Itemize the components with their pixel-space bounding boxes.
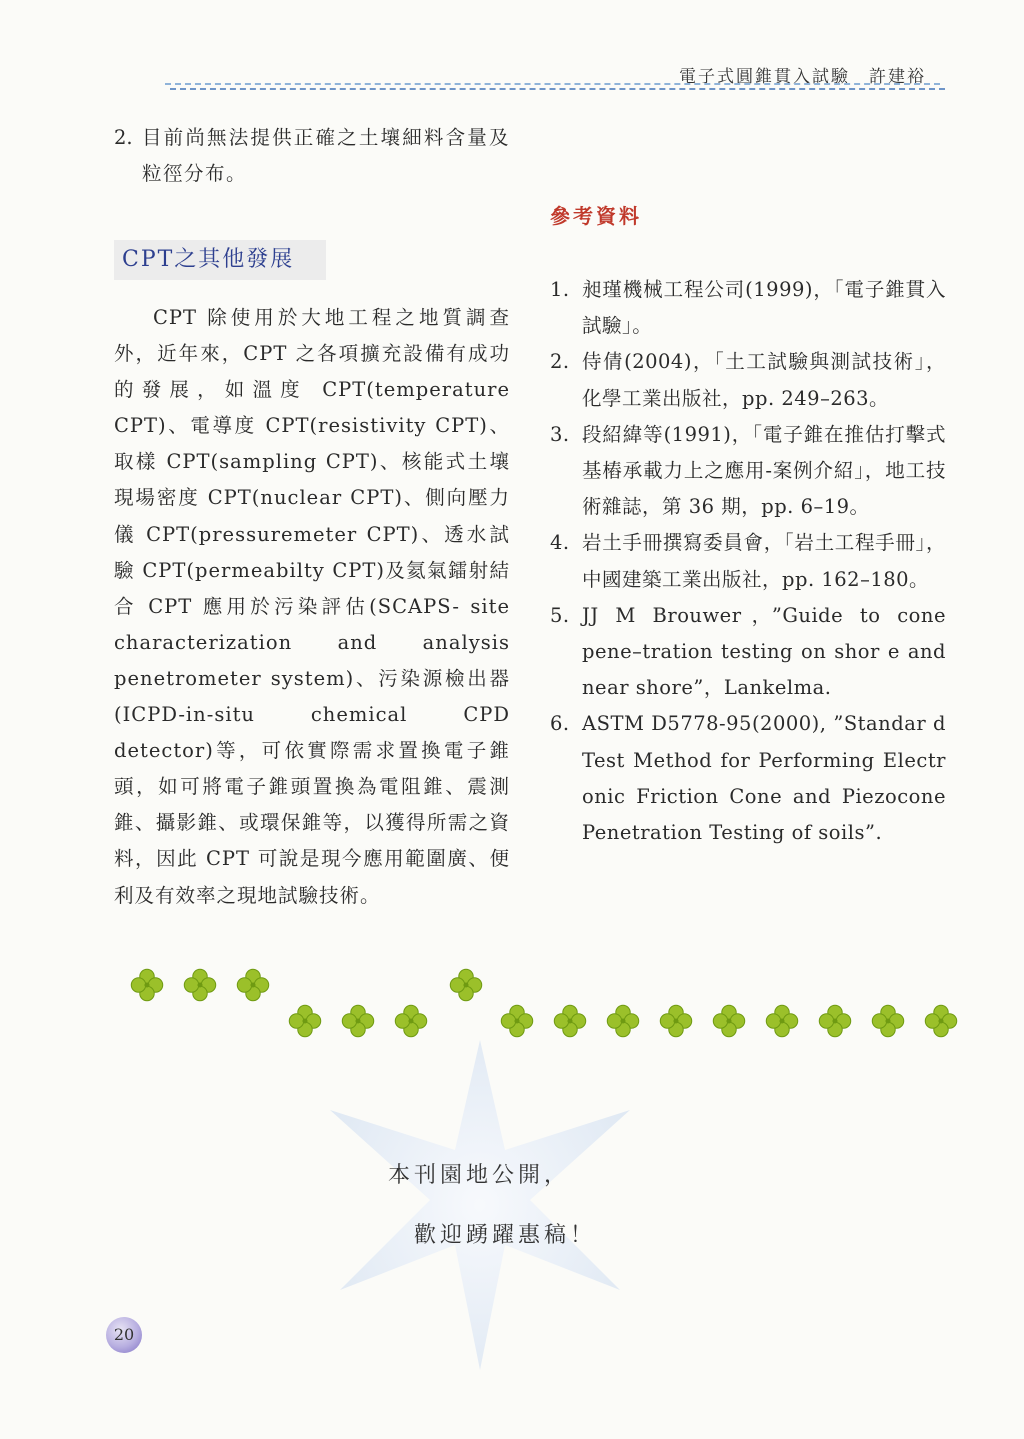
four-leaf-clover-icon [449, 968, 483, 1002]
welcome-line-1: 本刊園地公開， [388, 1163, 571, 1188]
reference-number: 5. [550, 603, 570, 627]
four-leaf-clover-icon [130, 968, 164, 1002]
reference-item [550, 417, 946, 526]
reference-number: 3. [550, 422, 570, 446]
four-leaf-clover-icon [500, 1004, 534, 1038]
four-leaf-clover-icon [818, 1004, 852, 1038]
four-leaf-clover-icon [712, 1004, 746, 1038]
reference-item [550, 272, 946, 344]
four-leaf-clover-icon [394, 1004, 428, 1038]
reference-item [550, 525, 946, 597]
reference-text: JJ M Brouwer，”Guide to cone pene–tration testing on shor e and near shore”，Lankelma. [582, 603, 946, 700]
four-leaf-clover-icon [183, 968, 217, 1002]
reference-text: ASTM D5778-95(2000), ”Standar d Test Method for Performing Electr onic Friction Cone and Piezocone Penetration Testing of soils”. [582, 712, 946, 845]
four-leaf-clover-icon [341, 1004, 375, 1038]
snowflake-star-icon [330, 1040, 630, 1370]
reference-text: 侍倩(2004)，「土工試驗與測試技術」，化學工業出版社，pp. 249–263。 [582, 350, 946, 410]
references-heading: 參考資料 [550, 204, 642, 228]
reference-text: 岩土手冊撰寫委員會，「岩土工程手冊」，中國建築工業出版社，pp. 162–180。 [582, 531, 946, 591]
reference-number: 4. [550, 531, 570, 555]
four-leaf-clover-icon [924, 1004, 958, 1038]
header-divider [165, 83, 940, 85]
list-item [114, 120, 510, 192]
reference-number: 6. [550, 712, 570, 736]
four-leaf-clover-icon [871, 1004, 905, 1038]
four-leaf-clover-icon [288, 1004, 322, 1038]
running-header: 電子式圓錐貫入試驗 許建裕 [679, 67, 926, 87]
page-number: 20 [106, 1317, 142, 1353]
reference-number: 2. [550, 350, 570, 374]
four-leaf-clover-icon [659, 1004, 693, 1038]
reference-list [550, 272, 946, 851]
list-item-text: 目前尚無法提供正確之土壤細料含量及粒徑分布。 [142, 126, 510, 185]
left-list [114, 120, 510, 192]
reference-item [550, 706, 946, 851]
welcome-line-2: 歡迎踴躍惠稿！ [414, 1223, 597, 1248]
reference-item [550, 344, 946, 416]
four-leaf-clover-icon [606, 1004, 640, 1038]
four-leaf-clover-icon [236, 968, 270, 1002]
section-heading: CPT之其他發展 [114, 240, 326, 280]
body-paragraph: CPT 除使用於大地工程之地質調查外，近年來，CPT 之各項擴充設備有成功的發展，如溫度 CPT(temperature CPT)、電導度 CPT(resistivity CPT)、取樣 CPT(sampling CPT)、核能式土壤現場密度 CPT(nuclear CPT)、側向壓力儀 CPT(pressuremeter CPT)、透水試驗 CPT(permeabilty CPT)及氦氣鐳射結合 CPT 應用於污染評估(SCAPS- site characterization and analysis penetrometer system)、污染源檢出器 (ICPD-in-situ chemical CPD detector)等，可依實際需求置換電子錐頭，如可將電子錐頭置換為電阻錐、震測錐、攝影錐、或環保錐等，以獲得所需之資料，因此 CPT 可說是現今應用範圍廣、便利及有效率之現地試驗技術。 [114, 306, 510, 907]
reference-text: 段紹緯等(1991)，「電子錐在推估打擊式基樁承載力上之應用-案例介紹」，地工技術雜誌，第 36 期，pp. 6–19。 [582, 422, 946, 519]
reference-item [550, 598, 946, 707]
reference-number: 1. [550, 278, 570, 301]
reference-text: 昶瑾機械工程公司(1999)，「電子錐貫入試驗」。 [582, 278, 946, 338]
four-leaf-clover-icon [765, 1004, 799, 1038]
four-leaf-clover-icon [553, 1004, 587, 1038]
header-divider-secondary [170, 88, 945, 90]
list-item-number: 2. [114, 126, 133, 149]
